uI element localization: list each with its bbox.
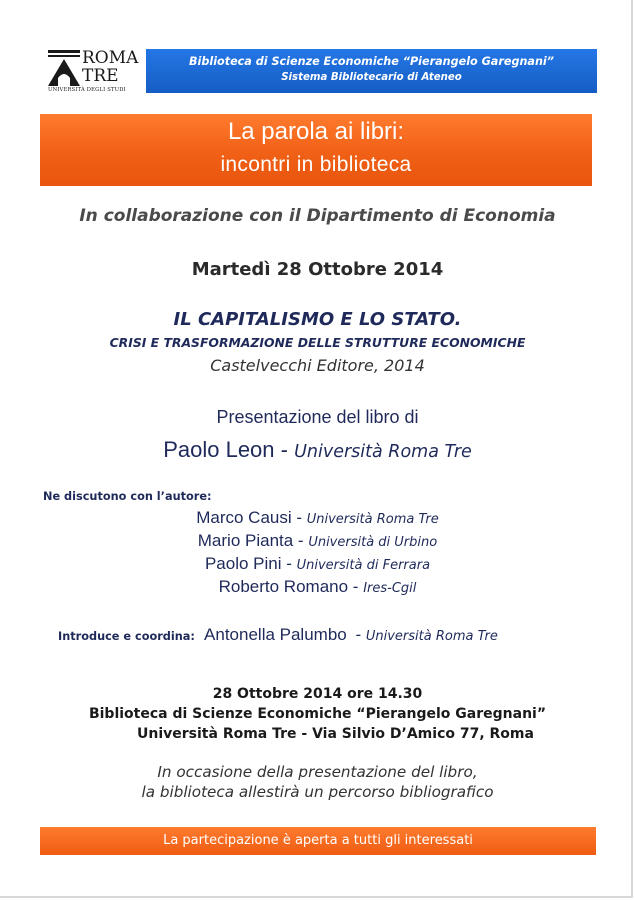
discussant-separator: - [281, 554, 297, 573]
event-title-line1: La parola ai libri: [227, 118, 405, 145]
discussant-row [0, 508, 635, 528]
moderator-affiliation: Università Roma Tre [365, 629, 498, 644]
library-header-box [146, 49, 597, 93]
discussant-affiliation: Università di Ferrara [296, 558, 431, 573]
discussant-affiliation: Università Roma Tre [306, 512, 439, 527]
author-affiliation: Università Roma Tre [294, 442, 472, 462]
library-system: Sistema Bibliotecario di Ateneo [281, 72, 462, 83]
discussant-separator: - [291, 508, 307, 527]
discussant-row [0, 577, 635, 597]
participation-footer: La partecipazione è aperta a tutti gli interessati [40, 827, 596, 855]
moderator-separator: - [350, 625, 366, 644]
presentation-label: Presentazione del libro di [216, 407, 419, 427]
discussant-separator: - [293, 531, 309, 550]
moderator-line [58, 625, 498, 645]
event-address: Università Roma Tre - Via Silvio D’Amico 77, Roma [137, 726, 534, 742]
event-date-heading: Martedì 28 Ottobre 2014 [191, 259, 444, 280]
discussant-affiliation: Ires-Cgil [363, 581, 417, 596]
note-line2: la biblioteca allestirà un percorso bibliografico [141, 783, 494, 801]
roma-tre-arch-logo-icon [48, 50, 80, 86]
discussant-name: Roberto Romano [218, 577, 349, 596]
author-line [0, 437, 635, 463]
logo-roma-text: ROMA [82, 48, 139, 68]
discussant-name: Paolo Pini [204, 554, 282, 573]
library-name: Biblioteca di Scienze Economiche “Pierangelo Garegnani” [189, 55, 554, 68]
discussant-name: Marco Causi [196, 508, 292, 527]
author-separator: - [274, 437, 295, 462]
note-line1: In occasione della presentazione del libro, [157, 763, 478, 781]
moderator-name: Antonella Palumbo [204, 625, 347, 644]
book-publisher: Castelvecchi Editore, 2014 [210, 356, 425, 375]
discussant-row [0, 554, 635, 574]
moderator-label: Introduce e coordina: [58, 630, 195, 643]
collaboration-text: In collaborazione con il Dipartimento di Economia [79, 206, 556, 226]
book-subtitle: CRISI E TRASFORMAZIONE DELLE STRUTTURE ECONOMICHE [109, 335, 526, 350]
discussant-row [0, 531, 635, 551]
logo-tre-text: TRE [82, 66, 119, 86]
discussant-affiliation: Università di Urbino [308, 535, 438, 550]
logo-university-text: UNIVERSITÀ DEGLI STUDI [48, 87, 126, 93]
event-title-band [40, 114, 592, 186]
author-name: Paolo Leon [163, 437, 275, 462]
discussant-separator: - [348, 577, 364, 596]
roma-tre-logo [48, 48, 139, 96]
event-venue: Biblioteca di Scienze Economiche “Pierangelo Garegnani” [88, 706, 547, 722]
discussants-label: Ne discutono con l’autore: [43, 490, 212, 503]
discussant-name: Mario Pianta [197, 531, 294, 550]
book-title: IL CAPITALISMO E LO STATO. [173, 309, 462, 330]
event-title-line2: incontri in biblioteca [220, 153, 412, 176]
event-datetime: 28 Ottobre 2014 ore 14.30 [212, 686, 423, 702]
